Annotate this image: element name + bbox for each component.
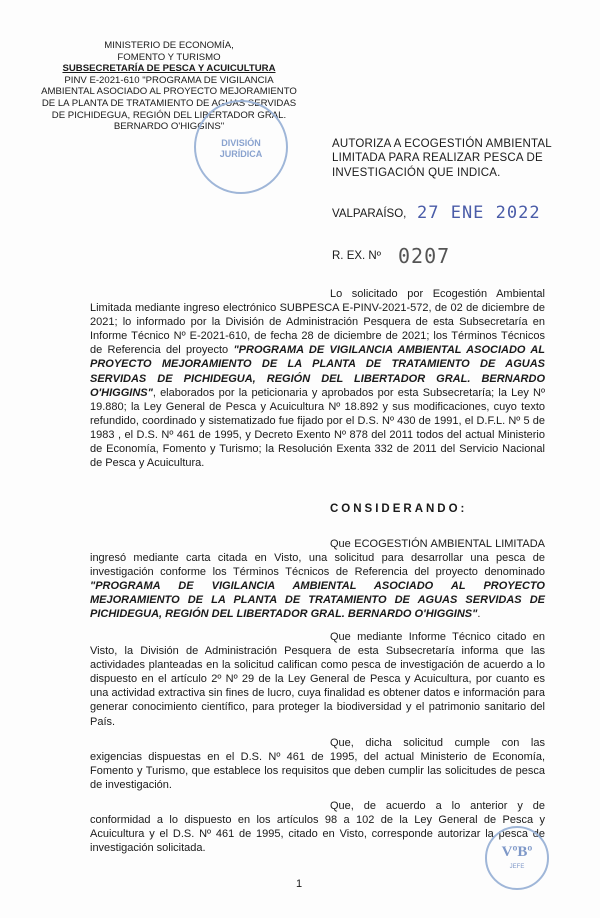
- vb-stamp: [485, 826, 549, 890]
- visto-text: Lo solicitado por Ecogestión Ambiental Limitada mediante ingreso electrónico SUBPESCA E-PINV-2021-572, de 02 de diciembre de 2021; lo informado por la División de Administración Pesquera de esta Subsecretaría en Informe Técnico Nº E-2021-610, de fecha 28 de diciembre de 2021; los Términos Técnicos de Referencia del proyecto: [90, 288, 545, 357]
- title-line: LIMITADA PARA REALIZAR PESCA DE: [332, 152, 543, 165]
- header-line: PINV E-2021-610 "PROGRAMA DE VIGILANCIA: [64, 74, 274, 86]
- considerando-3: [90, 736, 545, 792]
- title-line: AUTORIZA A ECOGESTIÓN AMBIENTAL: [332, 138, 552, 150]
- considerando-heading: CONSIDERANDO:: [330, 503, 468, 515]
- resolution-title: [332, 137, 562, 180]
- vb-sub: JEFE: [509, 864, 525, 870]
- considerando-4: [90, 799, 545, 855]
- header-line: DE LA PLANTA DE TRATAMIENTO DE AGUAS SERVIDAS: [41, 97, 297, 109]
- subsecretaria-title: SUBSECRETARÍA DE PESCA Y ACUICULTURA: [62, 63, 276, 75]
- page-number: 1: [296, 878, 303, 890]
- date-stamp: 27 ENE 2022: [417, 203, 541, 223]
- project-name: "PROGRAMA DE VIGILANCIA AMBIENTAL ASOCIADO AL PROYECTO MEJORAMIENTO DE LA PLANTA DE TRATAMIENTO DE AGUAS SERVIDAS DE PICHIDEGUA, REGIÓN DEL LIBERTADOR GRAL. BERNARDO O'HIGGINS": [90, 580, 545, 621]
- header-line: MINISTERIO DE ECONOMÍA,: [104, 40, 234, 51]
- resolution-number: 0207: [398, 244, 451, 268]
- resolution-label: R. EX. Nº: [332, 250, 381, 262]
- considerando-1: [90, 537, 545, 622]
- header-line: AMBIENTAL ASOCIADO AL PROYECTO MEJORAMIENTO: [41, 86, 297, 98]
- considerando-text: Que, dicha solicitud cumple con las exigencias dispuestas en el D.S. Nº 461 de 1995, del actual Ministerio de Economía, Fomento y Turismo, que establece los requisitos que deben cumplir las solicitudes de pesca de investigación.: [90, 737, 545, 792]
- considerando-text: Que, de acuerdo a lo anterior y de conformidad a lo dispuesto en los artículos 98 a 102 de la Ley General de Pesca y Acuicultura y el D.S. Nº 461 de 1995, citado en Visto, corresponde autorizar la pesca de investigación solicitada.: [90, 800, 545, 855]
- vb-mark: VºBº: [501, 844, 533, 860]
- header-line: FOMENTO Y TURISMO: [117, 51, 221, 63]
- considerando-text: Que mediante Informe Técnico citado en Visto, la División de Administración Pesquera de esta Subsecretaría informa que las actividades planteadas en la solicitud califican como pesca de investigación de acuerdo a lo dispuesto en el artículo 2º Nº 29 de la Ley General de Pesca y Acuicultura, por cuanto es una actividad extractiva sin fines de lucro, cuya finalidad es obtener datos e información para generar conocimiento científico, para proteger la biodiversidad y el patrimonio sanitario del País.: [90, 631, 545, 728]
- stamp-text: JURÍDICA: [219, 149, 263, 159]
- visto-text: , elaborados por la peticionaria y aprobados por esta Subsecretaría; la Ley Nº 19.880; la Ley General de Pesca y Acuicultura Nº 18.892 y sus modificaciones, cuyo texto refundido, coordinado y sistematizado fue fijado por el D.S. Nº 430 de 1991, el D.F.L. Nº 5 de 1983 , el D.S. Nº 461 de 1995, y Decreto Exento Nº 878 del 2011 todos del actual Ministerio de Economía, Fomento y Turismo; la Resolución Exenta 332 de 2011 del Servicio Nacional de Pesca y Acuicultura.: [90, 386, 545, 470]
- stamp-text: DIVISIÓN: [221, 138, 261, 148]
- considerando-2: [90, 630, 545, 729]
- visto-paragraph: [90, 287, 545, 470]
- header-line: BERNARDO O'HIGGINS": [113, 121, 225, 133]
- project-name: "PROGRAMA DE VIGILANCIA AMBIENTAL ASOCIADO AL PROYECTO MEJORAMIENTO DE LA PLANTA DE TRATAMIENTO DE AGUAS SERVIDAS DE PICHIDEGUA, REGIÓN DEL LIBERTADOR GRAL. BERNARDO O'HIGGINS": [90, 344, 545, 399]
- place: VALPARAÍSO,: [332, 208, 407, 220]
- title-line: INVESTIGACIÓN QUE INDICA.: [332, 166, 501, 179]
- division-juridica-stamp: [194, 100, 288, 194]
- header-line: DE PICHIDEGUA, REGIÓN DEL LIBERTADOR GRAL.: [51, 109, 287, 121]
- considerando-text: .: [477, 608, 481, 621]
- considerando-text: Que ECOGESTIÓN AMBIENTAL LIMITADA ingresó mediante carta citada en Visto, una solicitud para desarrollar una pesca de investigación conforme los Términos Técnicos de Referencia del proyecto denominado: [90, 538, 545, 579]
